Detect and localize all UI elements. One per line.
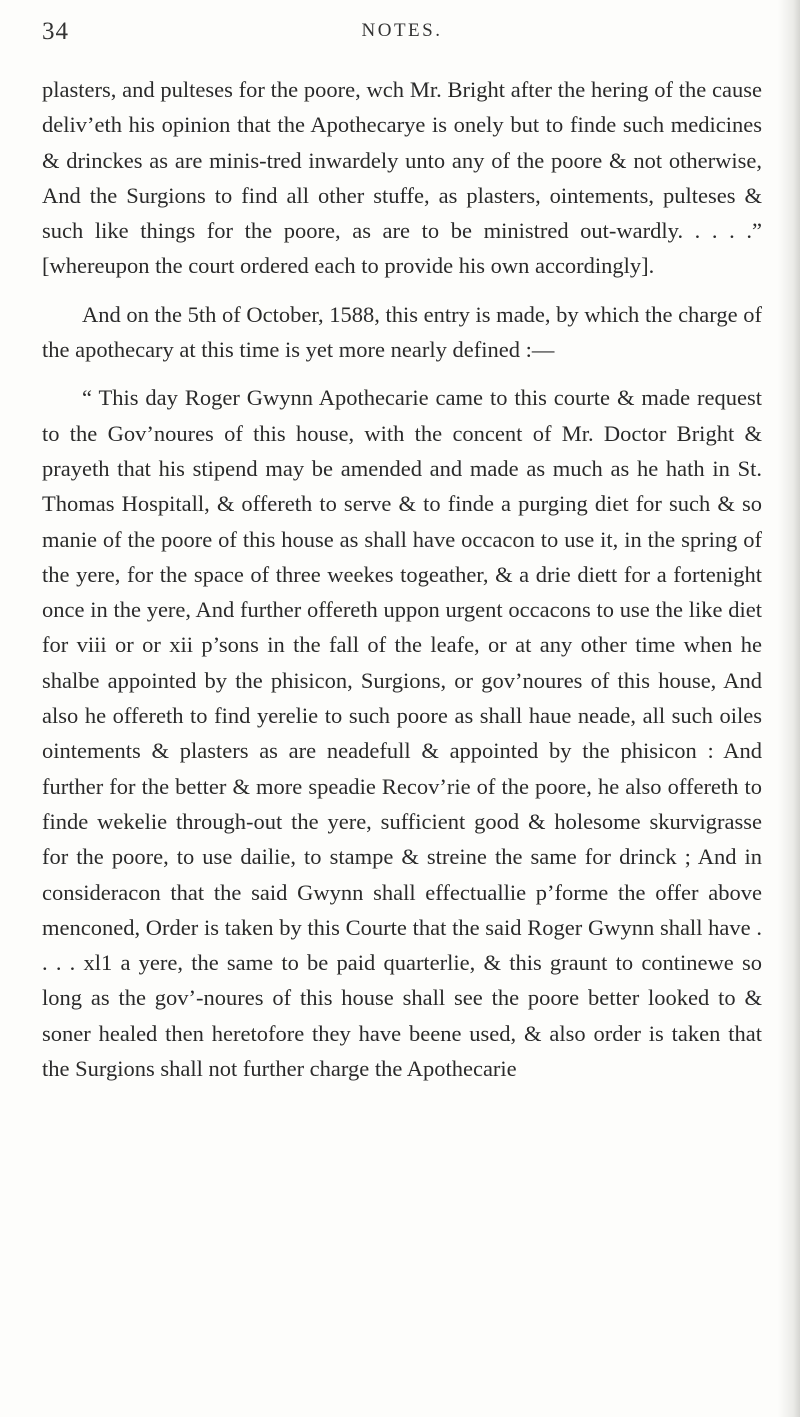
body-text [42, 72, 762, 1099]
page-edge-shadow [778, 0, 800, 1417]
running-head: NOTES. [361, 20, 443, 41]
page-header [42, 18, 762, 58]
page-number: 34 [42, 18, 69, 45]
paragraph-2: And on the 5th of October, 1588, this entry is made, by which the charge of the apothecary at this time is yet more nearly defined :— [42, 301, 762, 363]
paragraph-1: plasters, and pulteses for the poore, wch Mr. Bright after the hering of the cause deliv’eth his opinion that the Apothecarye is onely but to finde such medicines & drinckes as are minis-tred inwardely unto any of the poore & not otherwise, And the Surgions to find all other stuffe, as plasters, ointements, pulteses & such like things for the poore, as are to be ministred out-wardly. . . . .” [whereupon the court ordered each to provide his own accordingly]. [42, 77, 762, 279]
paragraph-3: “ This day Roger Gwynn Apothecarie came to this courte & made request to the Gov’noures of this house, with the concent of Mr. Doctor Bright & prayeth that his stipend may be amended and made as much as he hath in St. Thomas Hospitall, & offereth to serve & to finde a purging diet for such & so manie of the poore of this house as shall have occacon to use it, in the spring of the yere, for the space of three weekes togeather, & a drie diett for a fortenight once in the yere, And further offereth uppon urgent occacons to use the like diet for viii or or xii p’sons in the fall of the leafe, or at any other time when he shalbe appointed by the phisicon, Surgions, or gov’noures of this house, And also he offereth to find yerelie to such poore as shall haue neade, all such oiles ointements & plasters as are neadefull & appointed by the phisicon : And further for the better & more speadie Recov’rie of the poore, he also offereth to finde wekelie through-out the yere, sufficient good & holesome skurvigrasse for the poore, to use dailie, to stampe & streine the same for drinck ; And in consideracon that the said Gwynn shall effectuallie p’forme the offer above menconed, Order is taken by this Courte that the said Roger Gwynn shall have . . . . xl1 a yere, the same to be paid quarterlie, & this graunt to continewe so long as the gov’-noures of this house shall see the poore better looked to & soner healed then heretofore they have beene used, & also order is taken that the Surgions shall not further charge the Apothecarie [42, 385, 762, 1082]
